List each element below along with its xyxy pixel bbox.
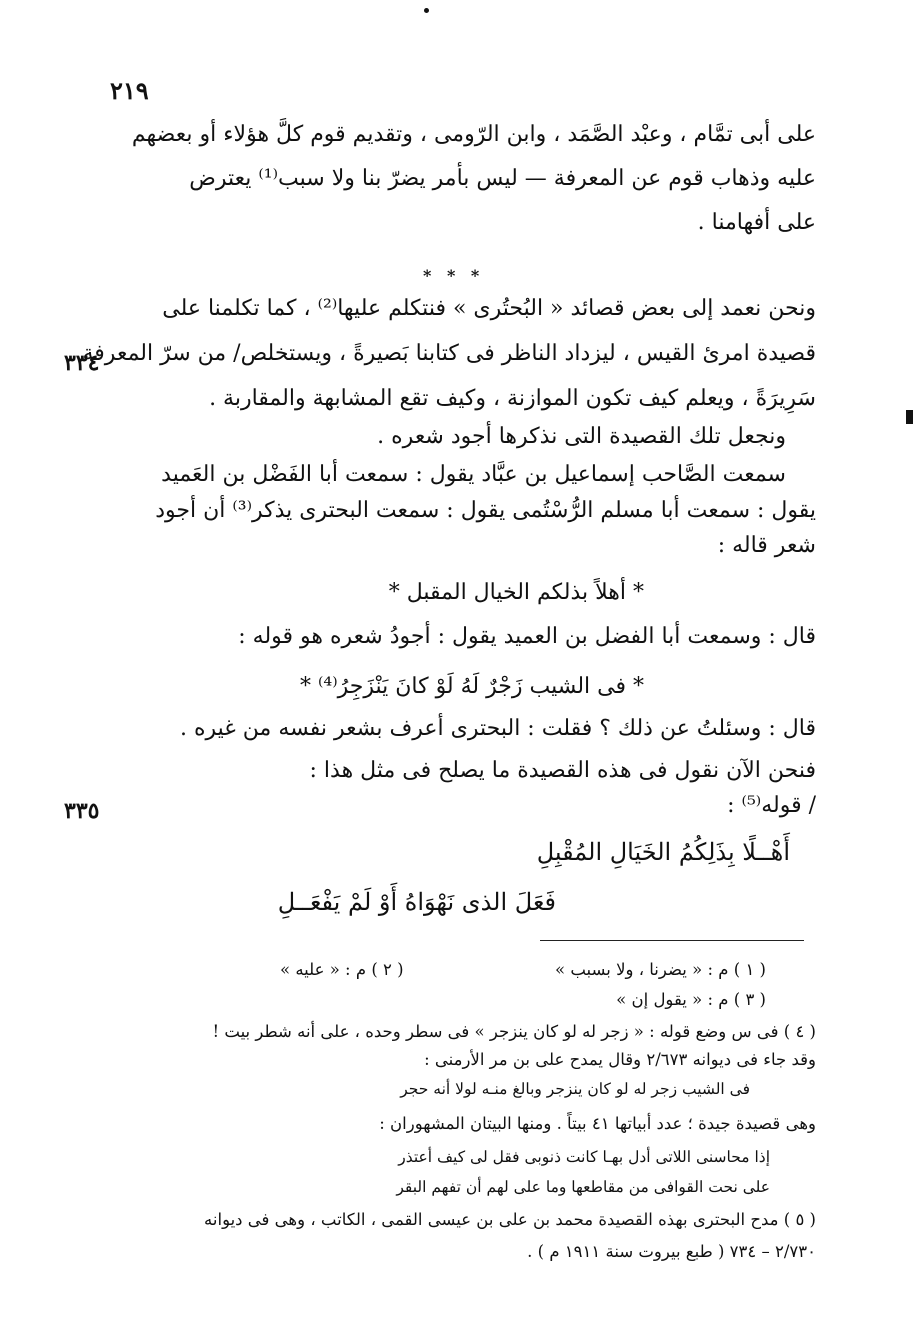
footnote-verse-2: إذا محاسنى اللاتى أدل بهـا كانت ذنوبى فقل لى كيف أعتذر — [398, 1148, 770, 1166]
body-line-8: سمعت الصَّاحب إسماعيل بن عبَّاد يقول : سمعت أبا الفَضْل بن العَميد — [161, 462, 786, 487]
body-line-11: قال : وسمعت أبا الفضل بن العميد يقول : أجودُ شعره هو قوله : — [238, 624, 816, 649]
footnote-verse-1: فى الشيب زجر له لو كان ينزجر وبالغ منـه لولا أنه حجر — [400, 1080, 750, 1098]
footnote-5-cont: ٢/٧٣٠ – ٧٣٤ ( طبع بيروت سنة ١٩١١ م ) . — [527, 1242, 816, 1261]
poem-line-2: فَعَلَ الذى نَهْوَاهُ أَوْ لَمْ يَفْعَــلِ — [277, 888, 556, 916]
footnote-2: ( ٢ ) م : « عليه » — [280, 960, 404, 979]
poem-line-1: أَهْــلًا بِذَلِكُمُ الخَيَالِ المُقْبِلِ — [536, 838, 790, 866]
footnote-3: ( ٣ ) م : « يقول إن » — [616, 990, 766, 1009]
footnote-4-note: وهى قصيدة جيدة ؛ عدد أبياتها ٤١ بيتاً . ومنها البيتان المشهوران : — [379, 1114, 816, 1133]
body-line-10: شعر قاله : — [717, 533, 816, 558]
body-line-6: سَرِيرَةً ، ويعلم كيف تكون الموازنة ، وكيف تقع المشابهة والمقاربة . — [209, 386, 816, 411]
margin-number-1: ٣٣٤ — [64, 350, 100, 376]
footnote-separator — [540, 940, 804, 941]
footnote-5: ( ٥ ) مدح البحترى بهذه القصيدة محمد بن على بن عيسى القمى ، الكاتب ، وهى فى ديوانه — [204, 1210, 816, 1229]
verse-quote-2: * فى الشيب زَجْرٌ لَهُ لَوْ كانَ يَنْزَجِرُ⁽⁴⁾ * — [299, 674, 644, 699]
body-line-14: / قوله⁽⁵⁾ : — [727, 793, 816, 818]
footnote-verse-3: على نحت القوافى من مقاطعها وما على لهم أن تفهم البقر — [396, 1178, 770, 1196]
body-line-3: على أفهامنا . — [697, 210, 816, 235]
body-line-12: قال : وسئلتُ عن ذلك ؟ فقلت : البحترى أعرف بشعر نفسه من غيره . — [180, 716, 816, 741]
body-line-7: ونجعل تلك القصيدة التى نذكرها أجود شعره . — [377, 424, 786, 449]
body-line-9: يقول : سمعت أبا مسلم الرُّسْتُمى يقول : سمعت البحترى يذكر⁽³⁾ أن أجود — [155, 498, 816, 523]
edge-mark — [906, 410, 913, 424]
ink-dot — [424, 8, 429, 13]
margin-number-2: ٣٣٥ — [64, 798, 100, 824]
body-line-2: عليه وذهاب قوم عن المعرفة — ليس بأمر يضرّ بنا ولا سبب⁽¹⁾ يعترض — [189, 166, 816, 191]
body-line-1: على أبى تمَّام ، وعبْد الصَّمَد ، وابن الرّومى ، وتقديم قوم كلَّ هؤلاء أو بعضهم — [131, 122, 816, 147]
footnote-4: ( ٤ ) فى س وضع قوله : « زجر له لو كان ينزجر » فى سطر وحده ، على أنه شطر بيت ! — [212, 1022, 816, 1041]
footnote-4-cont: وقد جاء فى ديوانه ٢/٦٧٣ وقال يمدح على بن مر الأرمنى : — [424, 1050, 816, 1069]
page-number: ٢١٩ — [110, 76, 149, 105]
body-line-4: ونحن نعمد إلى بعض قصائد « البُحتُرى » فنتكلم عليها⁽²⁾ ، كما تكلمنا على — [162, 296, 816, 321]
verse-quote-1: * أهلاً بذلكم الخيال المقبل * — [388, 580, 644, 605]
footnote-1: ( ١ ) م : « يضرنا ، ولا بسبب » — [555, 960, 766, 979]
section-separator: * * * — [423, 266, 485, 285]
body-line-5: قصيدة امرئ القيس ، ليزداد الناظر فى كتابنا بَصيرةً ، ويستخلص/ من سرّ المعرفة — [82, 341, 816, 366]
body-line-13: فنحن الآن نقول فى هذه القصيدة ما يصلح فى مثل هذا : — [309, 758, 816, 783]
